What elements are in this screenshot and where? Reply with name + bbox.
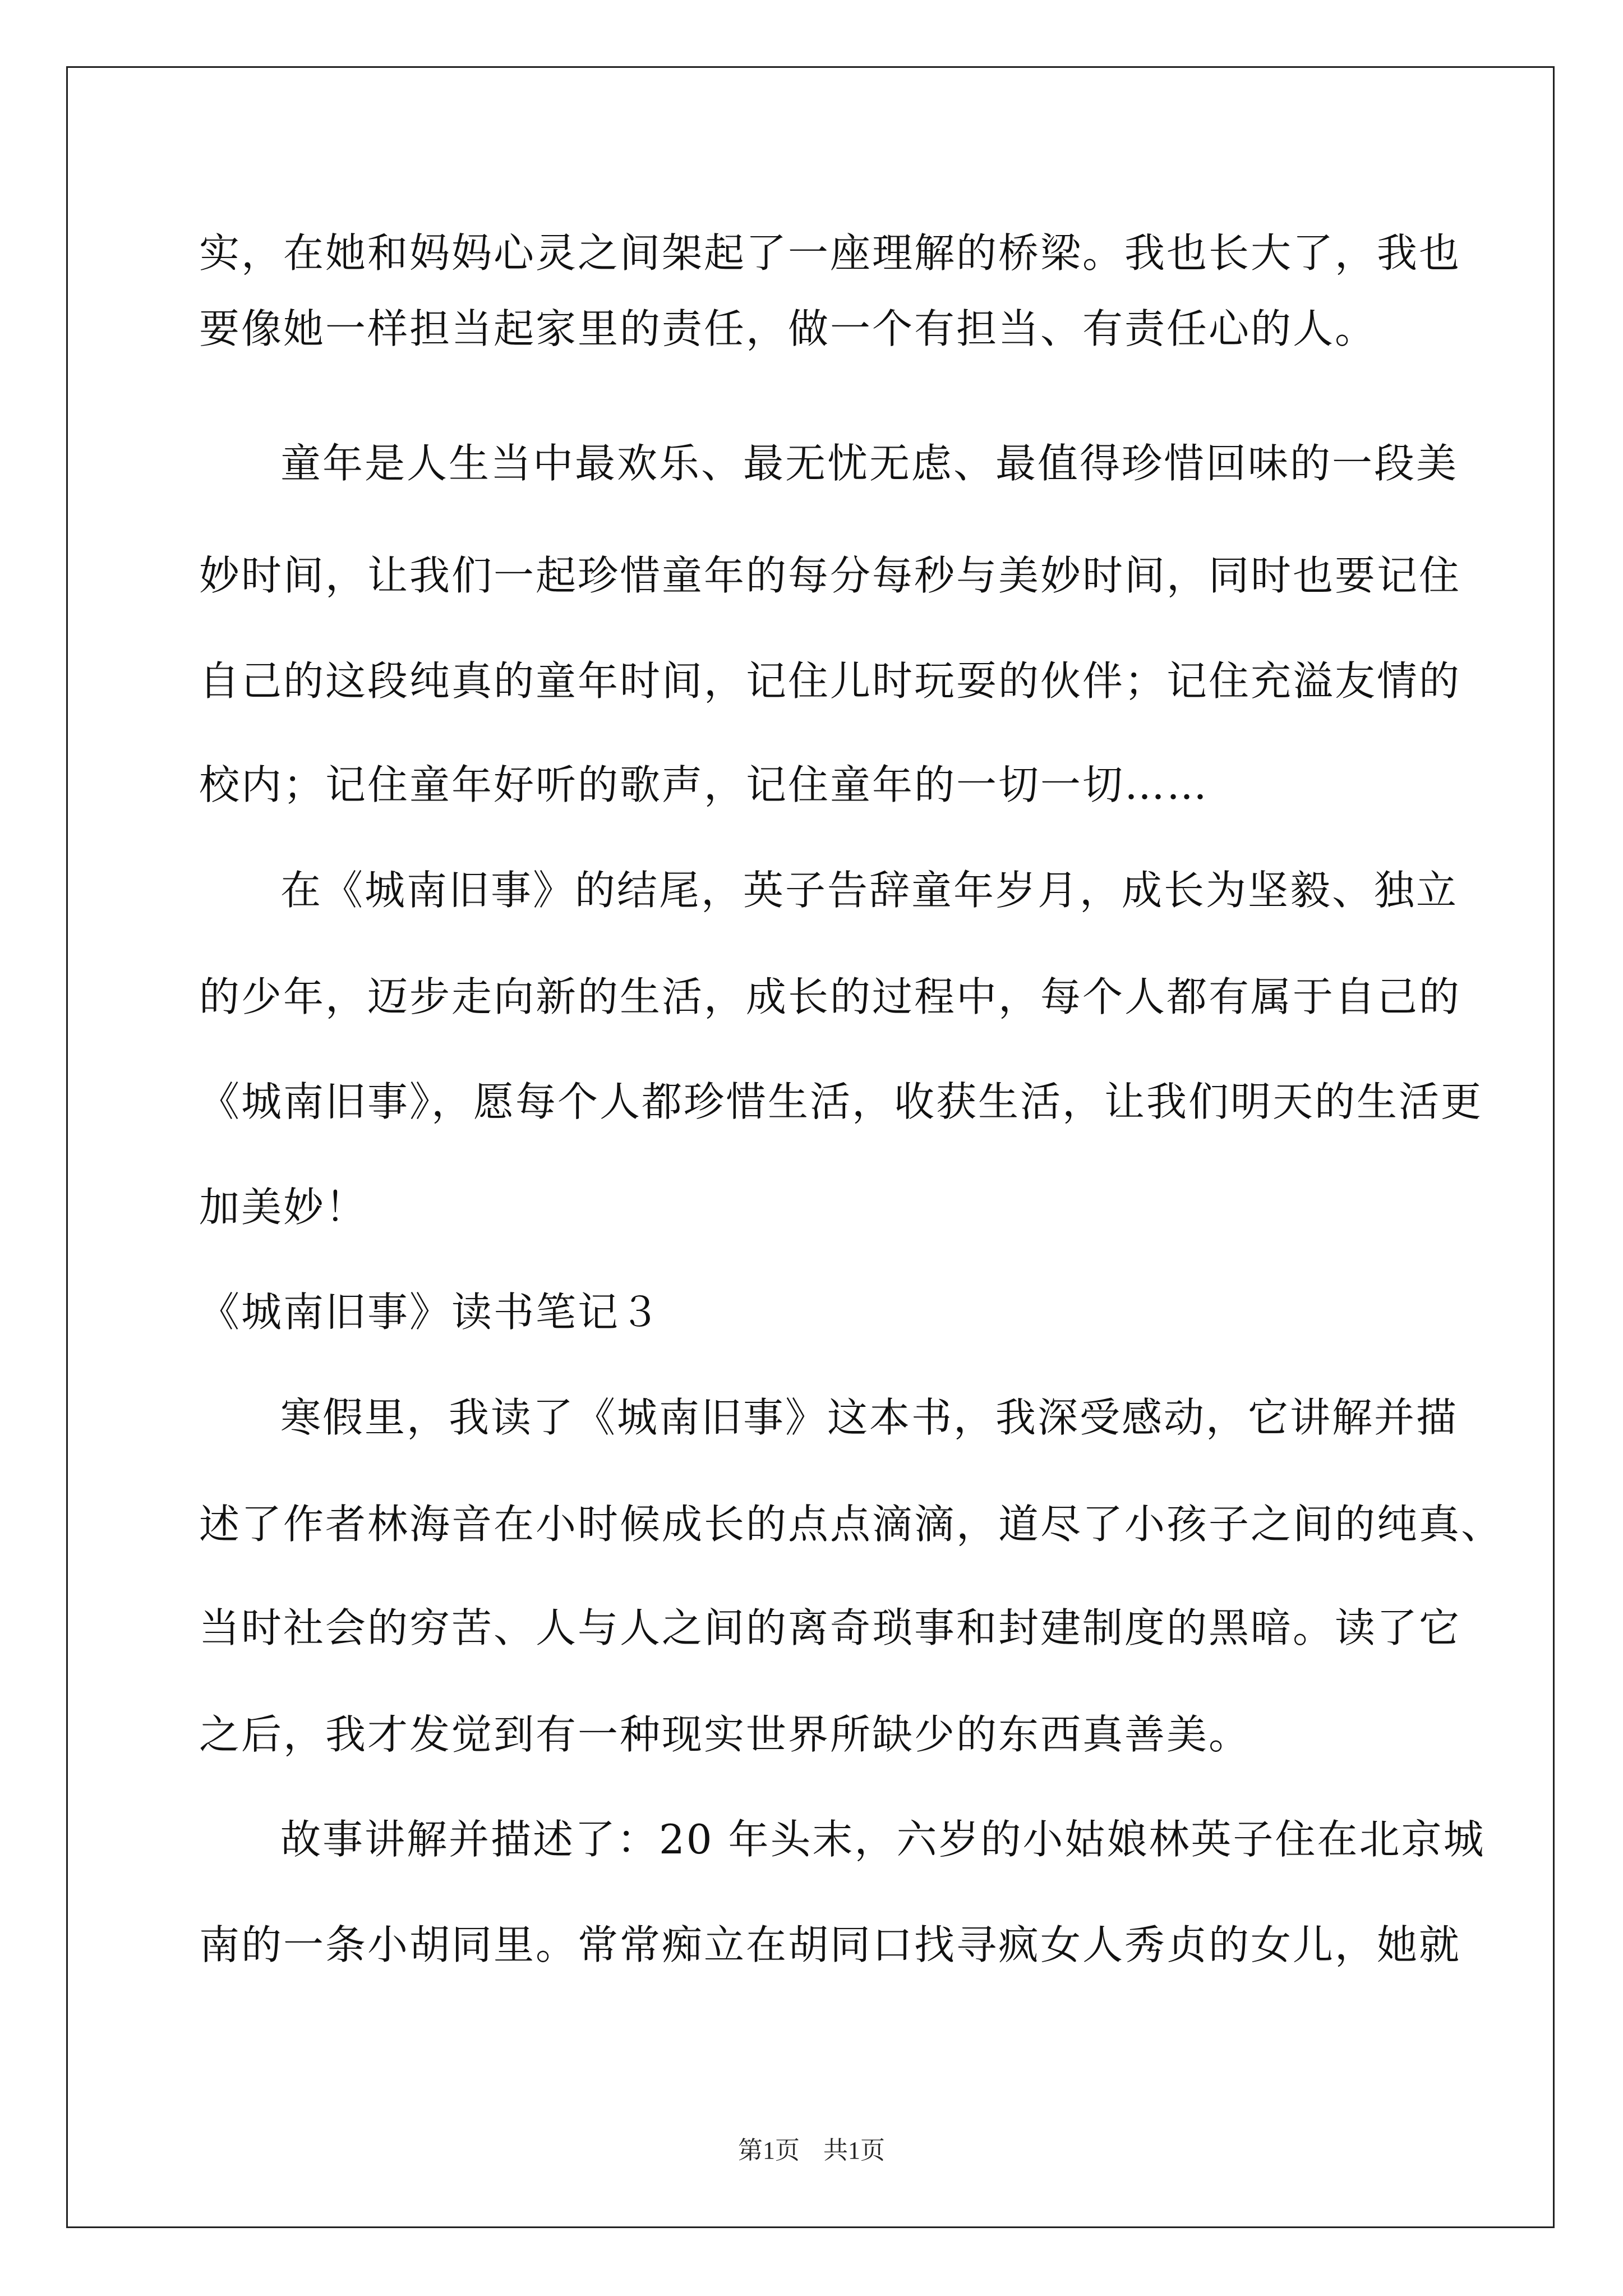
- text-line: 加美妙！: [199, 1184, 368, 1231]
- page-total: 共1页: [823, 2137, 885, 2164]
- text-line: 南的一条小胡同里。常常痴立在胡同口找寻疯女人秀贞的女儿，她就: [199, 1921, 1461, 1968]
- page-footer: [0, 2138, 1623, 2163]
- text-line: 实，在她和妈妈心灵之间架起了一座理解的桥梁。我也长大了，我也: [199, 229, 1461, 277]
- paragraph-start-line: 寒假里，我读了《城南旧事》这本书，我深受感动，它讲解并描: [280, 1394, 1459, 1441]
- text-line: 要像她一样担当起家里的责任，做一个有担当、有责任心的人。: [199, 305, 1377, 352]
- paragraph-start-line: 童年是人生当中最欢乐、最无忧无虑、最值得珍惜回味的一段美: [280, 440, 1459, 487]
- text-line: 《城南旧事》，愿每个人都珍惜生活，收获生活，让我们明天的生活更: [199, 1078, 1483, 1125]
- text-line: 之后，我才发觉到有一种现实世界所缺少的东西真善美。: [199, 1711, 1251, 1758]
- text-line: 述了作者林海音在小时候成长的点点滴滴，道尽了小孩子之间的纯真、: [199, 1501, 1504, 1548]
- text-line: 妙时间，让我们一起珍惜童年的每分每秒与美妙时间，同时也要记住: [199, 552, 1461, 599]
- text-line: 当时社会的穷苦、人与人之间的离奇琐事和封建制度的黑暗。读了它: [199, 1604, 1461, 1651]
- text-line: 校内；记住童年好听的歌声，记住童年的一切一切……: [199, 761, 1209, 808]
- text-line: 的少年，迈步走向新的生活，成长的过程中，每个人都有属于自己的: [199, 973, 1461, 1020]
- paragraph-start-line: 故事讲解并描述了：20 年头末，六岁的小姑娘林英子住在北京城: [280, 1816, 1486, 1863]
- text-line: 自己的这段纯真的童年时间，记住儿时玩耍的伙伴；记住充溢友情的: [199, 657, 1461, 705]
- paragraph-start-line: 在《城南旧事》的结尾，英子告辞童年岁月，成长为坚毅、独立: [280, 867, 1459, 914]
- page-border: [66, 66, 1555, 2228]
- page-number: 第1页: [738, 2137, 800, 2164]
- section-heading: 《城南旧事》读书笔记３: [199, 1289, 662, 1336]
